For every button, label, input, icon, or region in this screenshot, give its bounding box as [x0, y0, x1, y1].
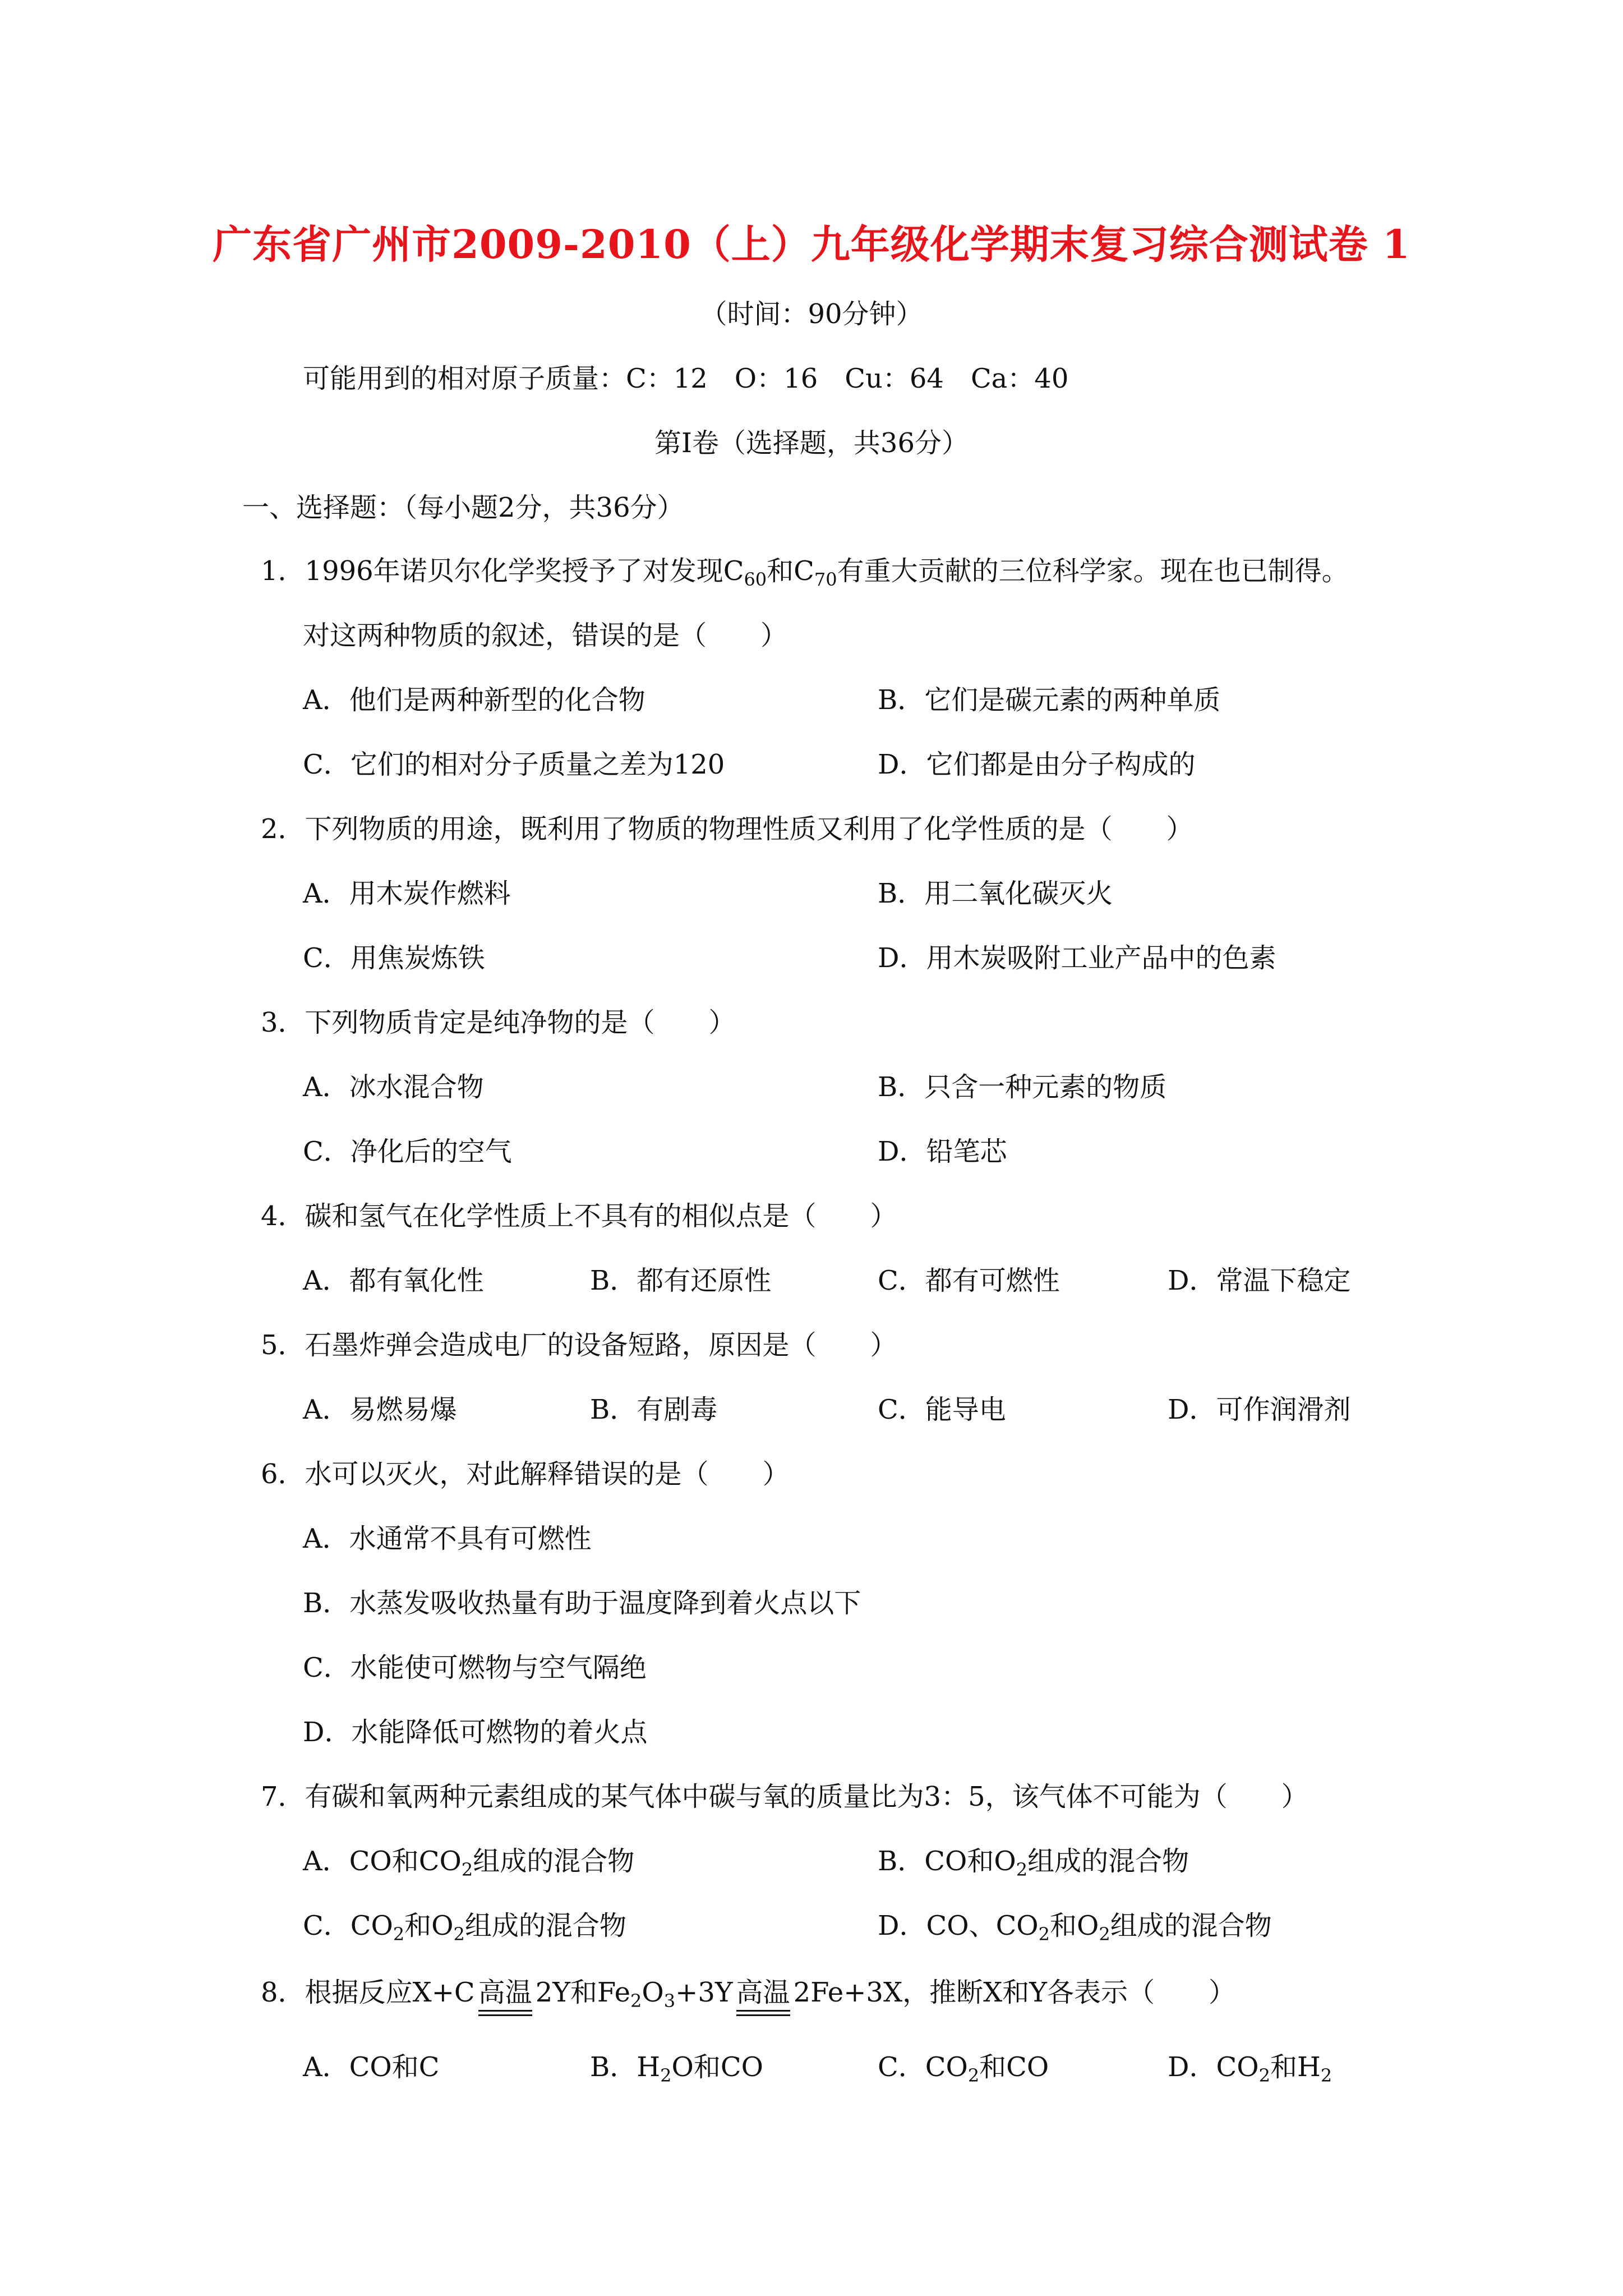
question-6-option-b[interactable]: B．水蒸发吸收热量有助于温度降到着火点以下	[303, 1588, 861, 1619]
question-5-option-a[interactable]: A．易燃易爆	[303, 1394, 457, 1425]
question-1-stem-line2: 对这两种物质的叙述，错误的是（ ）	[303, 620, 788, 651]
question-4-option-a[interactable]: A．都有氧化性	[303, 1265, 484, 1296]
question-1-option-b[interactable]: B．它们是碳元素的两种单质	[878, 684, 1221, 716]
question-4-stem: 4．碳和氢气在化学性质上不具有的相似点是（ ）	[261, 1200, 897, 1232]
question-1-option-a[interactable]: A．他们是两种新型的化合物	[303, 684, 645, 716]
question-3-stem: 3．下列物质肯定是纯净物的是（ ）	[261, 1007, 736, 1038]
question-3-option-d[interactable]: D．铅笔芯	[878, 1136, 1007, 1167]
question-7-option-a[interactable]: A．CO和$CO_2$组成的混合物	[303, 1846, 635, 1880]
question-4-option-b[interactable]: B．都有还原性	[590, 1265, 772, 1296]
question-3-option-b[interactable]: B．只含一种元素的物质	[878, 1071, 1167, 1103]
question-2-option-c[interactable]: C．用焦炭炼铁	[303, 942, 485, 974]
question-6-option-c[interactable]: C．水能使可燃物与空气隔绝	[303, 1652, 647, 1683]
question-6-stem: 6．水可以灭火，对此解释错误的是（ ）	[261, 1458, 790, 1490]
question-2-option-d[interactable]: D．用木炭吸附工业产品中的色素	[878, 942, 1276, 974]
question-5-option-b[interactable]: B．有剧毒	[590, 1394, 718, 1425]
question-4-option-d[interactable]: D．常温下稳定	[1168, 1265, 1351, 1296]
question-6-option-a[interactable]: A．水通常不具有可燃性	[303, 1523, 592, 1554]
question-2-option-a[interactable]: A．用木炭作燃料	[303, 878, 511, 909]
question-5-option-c[interactable]: C．能导电	[878, 1394, 1006, 1425]
exam-time: （时间：90分钟）	[700, 298, 923, 330]
question-7-option-b[interactable]: B．CO和$O_2$组成的混合物	[878, 1846, 1189, 1880]
atomic-masses: 可能用到的相对原子质量：C：12 O：16 Cu：64 Ca：40	[303, 363, 1069, 394]
question-5-stem: 5．石墨炸弹会造成电厂的设备短路，原因是（ ）	[261, 1329, 897, 1361]
reaction-condition-high-temp: 高温	[736, 1976, 790, 2015]
question-4-option-c[interactable]: C．都有可燃性	[878, 1265, 1060, 1296]
question-7-option-d[interactable]: D．CO、$CO_2$和$O_2$组成的混合物	[878, 1910, 1272, 1945]
question-8-option-d[interactable]: D．$CO_2$和$H_2$	[1168, 2051, 1332, 2086]
question-3-option-c[interactable]: C．净化后的空气	[303, 1136, 512, 1167]
question-5-option-d[interactable]: D．可作润滑剂	[1168, 1394, 1351, 1425]
question-2-stem: 2．下列物质的用途，既利用了物质的物理性质又利用了化学性质的是（ ）	[261, 813, 1193, 845]
question-1-option-d[interactable]: D．它们都是由分子构成的	[878, 749, 1196, 780]
question-6-option-d[interactable]: D．水能降低可燃物的着火点	[303, 1717, 648, 1748]
question-3-option-a[interactable]: A．冰水混合物	[303, 1071, 484, 1103]
question-8-option-c[interactable]: C．$CO_2$和CO	[878, 2051, 1049, 2086]
question-1-option-c[interactable]: C．它们的相对分子质量之差为120	[303, 749, 725, 780]
question-1-stem: 1．1996年诺贝尔化学奖授予了对发现$C_{60}$和$C_{70}$有重大贡献的三位科学家。现在也已制得。	[261, 555, 1349, 590]
question-8-stem: 8．根据反应X+C 高温 2Y和$Fe_2O_3+3Y$ 高温 2Fe+3X，推断X和Y各表示（ ）	[261, 1976, 1235, 2015]
question-2-option-b[interactable]: B．用二氧化碳灭火	[878, 878, 1113, 909]
question-8-option-b[interactable]: B．$H_2O$和CO	[590, 2051, 763, 2086]
section-title: 一、选择题：（每小题2分，共36分）	[242, 492, 684, 523]
question-8-option-a[interactable]: A．CO和C	[303, 2051, 440, 2083]
volume-title: 第Ⅰ卷（选择题，共36分）	[654, 427, 969, 459]
question-7-option-c[interactable]: C．$CO_2$和$O_2$组成的混合物	[303, 1910, 626, 1945]
exam-title: 广东省广州市2009-2010（上）九年级化学期末复习综合测试卷 1	[213, 221, 1410, 268]
reaction-condition-high-temp: 高温	[478, 1976, 532, 2015]
question-7-stem: 7．有碳和氧两种元素组成的某气体中碳与氧的质量比为3：5，该气体不可能为（ ）	[261, 1781, 1308, 1812]
